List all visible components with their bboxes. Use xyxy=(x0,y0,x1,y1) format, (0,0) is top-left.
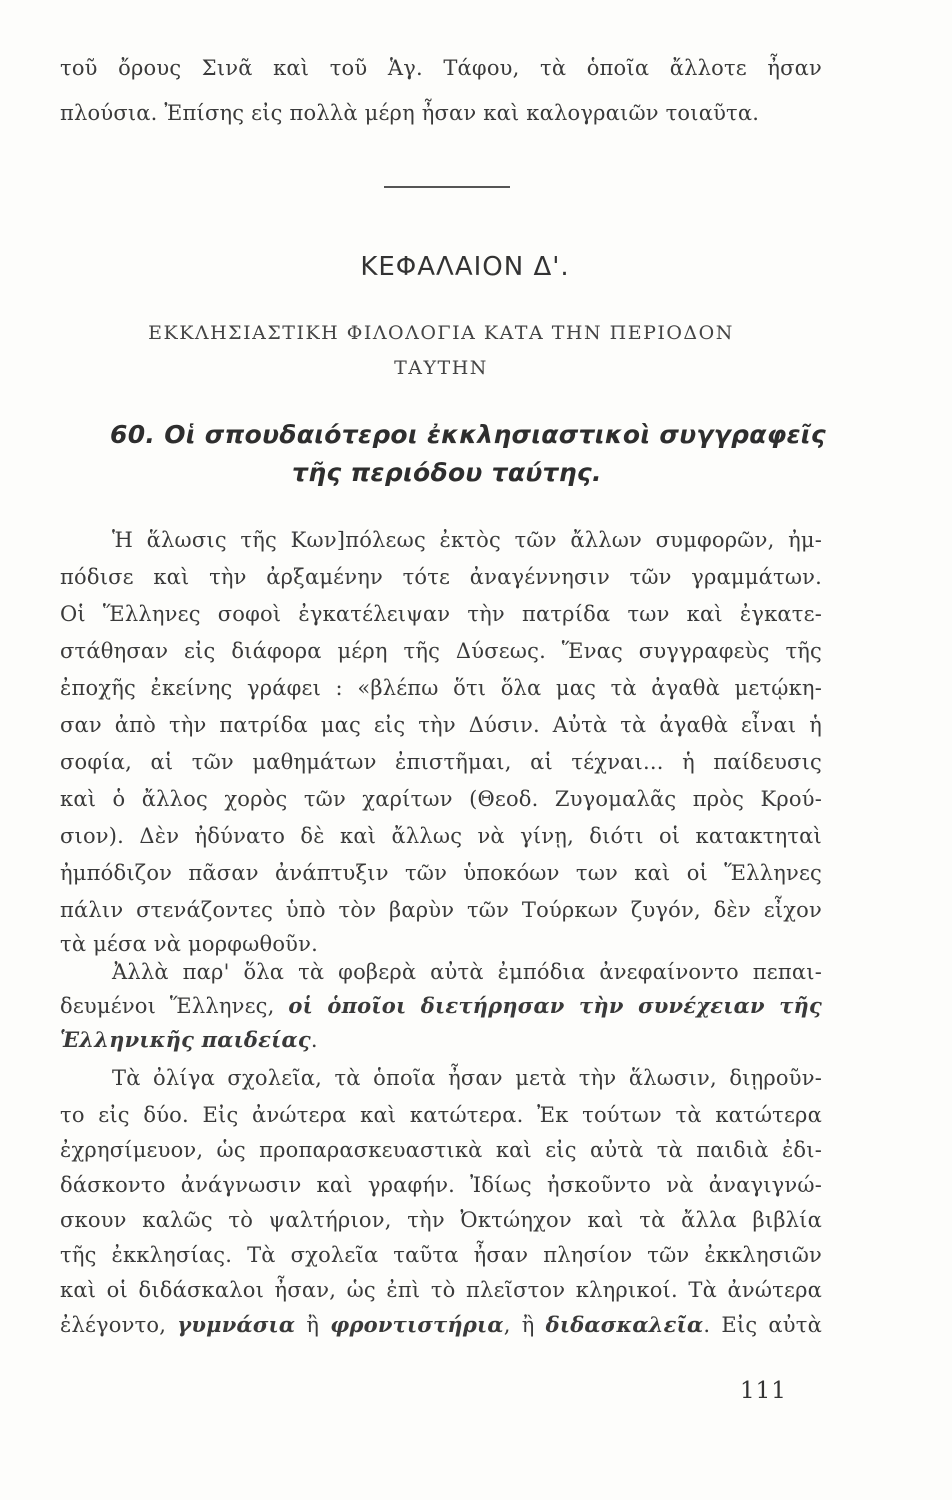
text-line: ἐποχῆς ἐκείνης γράφει : «βλέπω ὅτι ὅλα μας τὰ ἀγαθὰ μετῴκη- xyxy=(60,676,822,700)
text-span: δευμένοι Ἕλληνες, xyxy=(60,994,289,1018)
text-line: ἐχρησίμευον, ὡς προπαρασκευαστικὰ καὶ εἰς αὐτὰ τὰ παιδιὰ ἐδι- xyxy=(60,1138,822,1162)
text-line: σκουν καλῶς τὸ ψαλτήριον, τὴν Ὀκτώηχον καὶ τὰ ἄλλα βιβλία xyxy=(60,1208,822,1232)
text-line: καὶ οἱ διδάσκαλοι ἦσαν, ὡς ἐπὶ τὸ πλεῖστον κληρικοί. Τὰ ἀνώτερα xyxy=(60,1278,822,1302)
text-span: ἐλέγοντο, xyxy=(60,1313,178,1337)
text-line: στάθησαν εἰς διάφορα μέρη τῆς Δύσεως. Ἕνας συγγραφεὺς τῆς xyxy=(60,639,822,663)
text-span: . Εἰς αὐτὰ xyxy=(703,1313,822,1337)
text-line: πόδισε καὶ τὴν ἀρξαμένην τότε ἀναγέννησιν τῶν γραμμάτων. xyxy=(60,565,822,589)
emphasis-text: οἱ ὁποῖοι διετήρησαν τὴν συνέχειαν τῆς xyxy=(288,993,823,1018)
text-line: τοῦ ὄρους Σινᾶ καὶ τοῦ Ἁγ. Τάφου, τὰ ὁποῖα ἄλλοτε ἦσαν xyxy=(60,56,822,80)
section-heading: τῆς περιόδου ταύτης. xyxy=(292,458,602,487)
text-line xyxy=(60,992,822,1020)
emphasis-text: διδασκαλεῖα xyxy=(545,1312,704,1337)
page-number: 111 xyxy=(740,1378,787,1404)
text-line: ἠμπόδιζον πᾶσαν ἀνάπτυξιν τῶν ὑποκόων των καὶ οἱ Ἕλληνες xyxy=(60,861,822,885)
text-line: Οἱ Ἕλληνες σοφοὶ ἐγκατέλειψαν τὴν πατρίδα των καὶ ἐγκατε- xyxy=(60,602,822,626)
emphasis-text: φροντιστήρια xyxy=(330,1312,504,1337)
text-line: τῆς ἐκκλησίας. Τὰ σχολεῖα ταῦτα ἦσαν πλησίον τῶν ἐκκλησιῶν xyxy=(60,1243,822,1267)
text-line: καὶ ὁ ἄλλος χορὸς τῶν χαρίτων (Θεοδ. Ζυγομαλᾶς πρὸς Κρού- xyxy=(60,787,822,811)
text-line: τὰ μέσα νὰ μορφωθοῦν. xyxy=(60,932,318,956)
text-line: Ἀλλὰ παρ' ὅλα τὰ φοβερὰ αὐτὰ ἐμπόδια ἀνεφαίνοντο πεπαι- xyxy=(112,960,822,984)
section-heading: 60. Οἱ σπουδαιότεροι ἐκκλησιαστικοὶ συγγραφεῖς xyxy=(110,420,826,449)
text-line: σαν ἀπὸ τὴν πατρίδα μας εἰς τὴν Δύσιν. Αὐτὰ τὰ ἀγαθὰ εἶναι ἡ xyxy=(60,713,822,737)
emphasis-text: Ἑλληνικῆς παιδείας xyxy=(60,1027,311,1052)
text-line xyxy=(60,1311,822,1339)
text-line: σιον). Δὲν ἠδύνατο δὲ καὶ ἄλλως νὰ γίνῃ, διότι οἱ κατακτηταὶ xyxy=(60,824,822,848)
text-span: ἢ xyxy=(295,1313,331,1337)
chapter-subtitle: ΕΚΚΛΗΣΙΑΣΤΙΚΗ ΦΙΛΟΛΟΓΙΑ ΚΑΤΑ ΤΗΝ ΠΕΡΙΟΔΟΝ xyxy=(148,322,734,344)
section-divider xyxy=(384,186,510,188)
text-line: πάλιν στενάζοντες ὑπὸ τὸν βαρὺν τῶν Τούρκων ζυγόν, δὲν εἶχον xyxy=(60,898,822,922)
text-span: , ἢ xyxy=(503,1313,546,1337)
chapter-subtitle: ΤΑΥΤΗΝ xyxy=(394,357,488,379)
chapter-title: ΚΕΦΑΛΑΙΟΝ Δ'. xyxy=(360,252,570,282)
text-line: το εἰς δύο. Εἰς ἀνώτερα καὶ κατώτερα. Ἐκ τούτων τὰ κατώτερα xyxy=(60,1103,822,1127)
emphasis-text: γυμνάσια xyxy=(177,1312,296,1337)
text-span: . xyxy=(310,1028,318,1052)
text-line: δάσκοντο ἀνάγνωσιν καὶ γραφήν. Ἰδίως ἠσκοῦντο νὰ ἀναγιγνώ- xyxy=(60,1173,822,1197)
text-line: πλούσια. Ἐπίσης εἰς πολλὰ μέρη ἦσαν καὶ καλογραιῶν τοιαῦτα. xyxy=(60,101,760,125)
text-line: Ἡ ἅλωσις τῆς Κων]πόλεως ἐκτὸς τῶν ἄλλων συμφορῶν, ἠμ- xyxy=(112,528,822,552)
text-line xyxy=(60,1026,822,1054)
text-line: σοφία, αἱ τῶν μαθημάτων ἐπιστῆμαι, αἱ τέχναι... ἡ παίδευσις xyxy=(60,750,822,774)
text-line: Τὰ ὀλίγα σχολεῖα, τὰ ὁποῖα ἦσαν μετὰ τὴν ἅλωσιν, διῃροῦν- xyxy=(112,1066,822,1090)
